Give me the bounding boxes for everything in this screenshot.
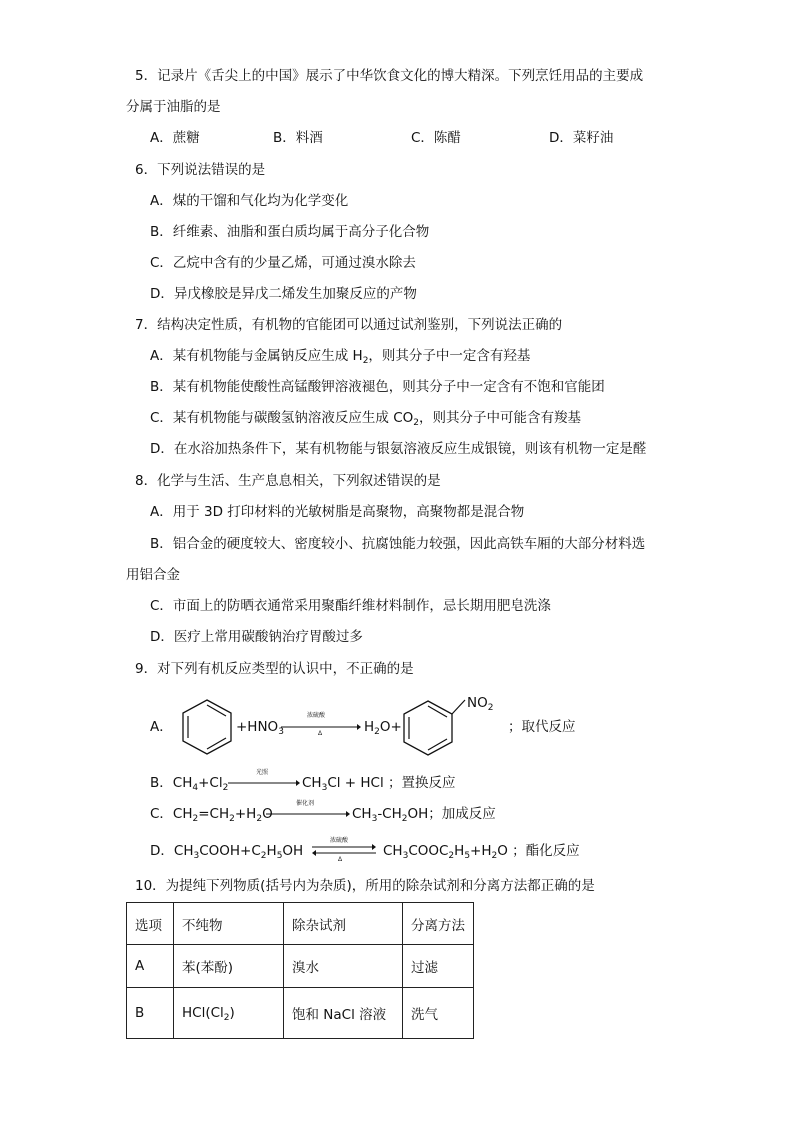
table-cell-method: 过滤 [403, 945, 474, 988]
table-cell-reagent: 溴水 [284, 945, 403, 988]
q9-option-d: D．$CH_3COOH+C_2H_5OH$ [150, 843, 304, 861]
q8-option-b-line1: B．铝合金的硬度较大、密度较小、抗腐蚀能力较强，因此高铁车厢的大部分材料选 [150, 536, 646, 552]
q6-option-b: B．纤维素、油脂和蛋白质均属于高分子化合物 [150, 224, 430, 240]
q9-c-products: $CH_3-CH_2OH$；加成反应 [352, 806, 496, 824]
q5-option-b: B．料酒 [273, 130, 323, 146]
q9-a-nitro-group: $NO_2$ [467, 695, 494, 713]
q5-option-a: A．蔗糖 [150, 130, 200, 146]
q9-d-products: $CH_3COOC_2H_5+H_2O$ ；酯化反应 [383, 843, 580, 861]
q9-a-reagent: $+HNO_3$ [236, 719, 284, 737]
q7-option-d: D．在水浴加热条件下，某有机物能与银氨溶液反应生成银镜，则该有机物一定是醛 [150, 441, 647, 457]
q9-stem: 9．对下列有机反应类型的认识中，不正确的是 [135, 661, 414, 677]
q9-c-arrow-icon [266, 809, 350, 819]
q10-table [126, 902, 474, 1039]
benzene-ring-icon [178, 697, 236, 757]
q9-a-condition: 浓硫酸 [307, 712, 326, 719]
q9-d-heat: Δ [338, 856, 343, 863]
q7-stem: 7．结构决定性质，有机物的官能团可以通过试剂鉴别，下列说法正确的 [135, 317, 563, 333]
q6-option-c: C．乙烷中含有的少量乙烯，可通过溴水除去 [150, 255, 416, 271]
q9-a-heat: Δ [318, 730, 323, 737]
q7-option-a: A．某有机物能与金属钠反应生成 $H_2$，则其分子中一定含有羟基 [150, 348, 531, 366]
q9-d-equilibrium-arrow-icon [312, 843, 376, 857]
table-row [127, 988, 474, 1039]
q8-option-c: C．市面上的防晒衣通常采用聚酯纤维材料制作，忌长期用肥皂洗涤 [150, 598, 551, 614]
q6-stem: 6．下列说法错误的是 [135, 162, 266, 178]
table-row [127, 945, 474, 988]
table-header-cell: 除杂试剂 [284, 903, 403, 945]
q8-stem: 8．化学与生活、生产息息相关，下列叙述错误的是 [135, 473, 441, 489]
q9-c-condition: 催化剂 [296, 800, 315, 807]
q9-d-condition: 浓硫酸 [330, 837, 349, 844]
table-header-cell: 不纯物 [174, 903, 284, 945]
table-header-row [127, 903, 474, 945]
q9-b-arrow-icon [228, 778, 300, 788]
table-header-cell: 选项 [127, 903, 174, 945]
q5-stem-line2: 分属于油脂的是 [126, 99, 221, 115]
q8-option-b-line2: 用铝合金 [126, 567, 180, 583]
table-header-cell: 分离方法 [403, 903, 474, 945]
q5-stem-line1: 5．记录片《舌尖上的中国》展示了中华饮食文化的博大精深。下列烹饪用品的主要成 [135, 68, 644, 84]
q6-option-d: D．异戊橡胶是异戊二烯发生加聚反应的产物 [150, 286, 417, 302]
q9-option-c: C．$CH_2=CH_2+H_2O$ [150, 806, 273, 824]
q9-a-arrow-icon [281, 722, 361, 732]
q5-option-c: C．陈醋 [411, 130, 461, 146]
q9-option-b: B．$CH_4+Cl_2$ [150, 775, 229, 793]
table-cell-option: B [127, 988, 174, 1039]
q9-option-a-label: A． [150, 719, 173, 735]
q9-a-type: ；取代反应 [508, 719, 576, 735]
table-cell-impure: 苯(苯酚) [174, 945, 284, 988]
q5-option-d: D．菜籽油 [549, 130, 614, 146]
q9-b-condition: 光照 [256, 769, 269, 776]
q10-stem: 10．为提纯下列物质(括号内为杂质)，所用的除杂试剂和分离方法都正确的是 [135, 878, 595, 894]
q6-option-a: A．煤的干馏和气化均为化学变化 [150, 193, 349, 209]
table-cell-impure: $HCl(Cl_2)$ [174, 988, 284, 1039]
table-cell-reagent: 饱和 NaCl 溶液 [284, 988, 403, 1039]
q8-option-a: A．用于 3D 打印材料的光敏树脂是高聚物，高聚物都是混合物 [150, 504, 525, 520]
q7-option-b: B．某有机物能使酸性高锰酸钾溶液褪色，则其分子中一定含有不饱和官能团 [150, 379, 605, 395]
q9-b-products: $CH_3Cl$ + HCl ；置换反应 [302, 775, 456, 793]
table-cell-method: 洗气 [403, 988, 474, 1039]
q7-option-c: C．某有机物能与碳酸氢钠溶液反应生成 $CO_2$，则其分子中可能含有羧基 [150, 410, 582, 428]
q9-a-water: $H_2O+$ [364, 719, 402, 737]
table-cell-option: A [127, 945, 174, 988]
q8-option-d: D．医疗上常用碳酸钠治疗胃酸过多 [150, 629, 363, 645]
